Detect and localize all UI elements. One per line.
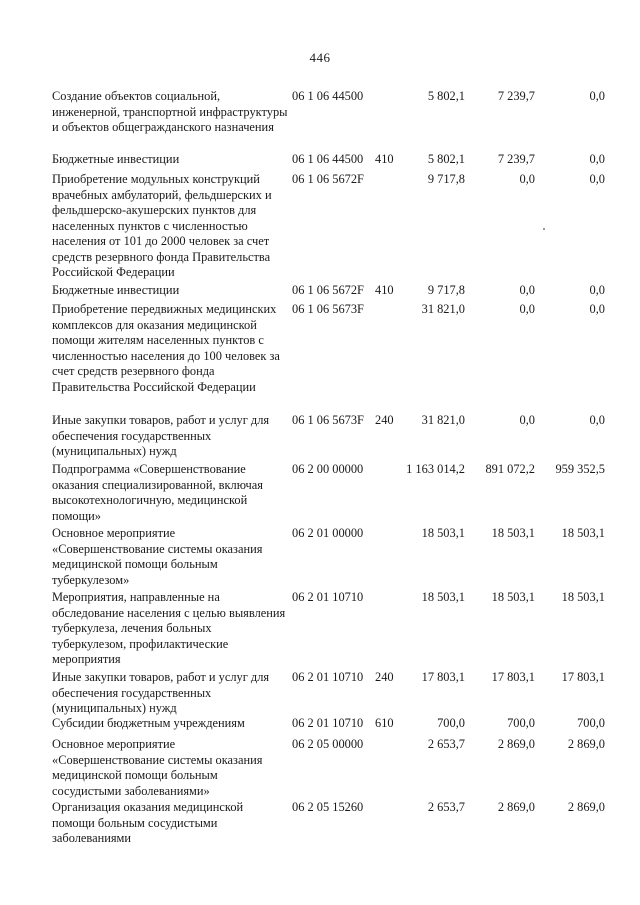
- row-value-2: 700,0: [507, 716, 535, 730]
- row-code: 06 2 01 10710: [292, 716, 364, 730]
- row-name: Мероприятия, направленные на обследование населения с целью выявления туберкулеза, лечения больных туберкулезом, профилактические мероприятия: [52, 590, 286, 666]
- row-code: 06 2 01 10710: [292, 590, 364, 604]
- row-type: 410: [375, 283, 394, 297]
- row-value-1: 31 821,0: [421, 413, 465, 427]
- row-value-1: 1 163 014,2: [406, 462, 465, 476]
- row-code: 06 2 01 00000: [292, 526, 364, 540]
- row-value-2: 18 503,1: [491, 590, 535, 604]
- scan-speck: [543, 228, 545, 230]
- row-value-1: 2 653,7: [427, 737, 465, 751]
- row-name: Субсидии бюджетным учреждениям: [52, 716, 245, 730]
- row-code: 06 1 06 44500: [292, 152, 364, 166]
- row-value-3: 2 869,0: [567, 800, 605, 814]
- row-value-2: 17 803,1: [491, 670, 535, 684]
- row-value-2: 891 072,2: [485, 462, 535, 476]
- row-value-2: 7 239,7: [497, 89, 535, 103]
- row-name: Организация оказания медицинской помощи больным сосудистыми заболеваниями: [52, 800, 244, 845]
- row-name: Приобретение передвижных медицинских комплексов для оказания медицинской помощи жителям населенных пунктов с численностью населения до 100 человек за счет средств резервного фонда Правительства Российской Федерации: [52, 302, 280, 394]
- row-name: Бюджетные инвестиции: [52, 152, 180, 166]
- row-value-2: 0,0: [519, 302, 535, 316]
- row-value-3: 0,0: [589, 89, 605, 103]
- row-code: 06 1 06 5672F: [292, 283, 364, 297]
- row-value-3: 18 503,1: [561, 590, 605, 604]
- row-type: 410: [375, 152, 394, 166]
- row-name: Основное мероприятие «Совершенствование системы оказания медицинской помощи больным сосудистыми заболеваниями»: [52, 737, 263, 798]
- row-code: 06 2 05 00000: [292, 737, 364, 751]
- row-value-1: 5 802,1: [427, 152, 465, 166]
- row-code: 06 2 00 00000: [292, 462, 364, 476]
- row-name: Подпрограмма «Совершенствование оказания специализированной, включая высокотехнологичную, медицинской помощи»: [52, 462, 263, 523]
- row-name: Иные закупки товаров, работ и услуг для обеспечения государственных (муниципальных) нужд: [52, 413, 270, 458]
- row-code: 06 1 06 44500: [292, 89, 364, 103]
- row-name: Иные закупки товаров, работ и услуг для обеспечения государственных (муниципальных) нужд: [52, 670, 270, 715]
- row-value-3: 0,0: [589, 152, 605, 166]
- row-value-2: 0,0: [519, 283, 535, 297]
- row-value-2: 18 503,1: [491, 526, 535, 540]
- row-value-1: 2 653,7: [427, 800, 465, 814]
- row-code: 06 2 05 15260: [292, 800, 364, 814]
- row-value-3: 0,0: [589, 172, 605, 186]
- row-name: Бюджетные инвестиции: [52, 283, 180, 297]
- row-value-2: 2 869,0: [497, 800, 535, 814]
- row-type: 240: [375, 670, 394, 684]
- row-value-3: 18 503,1: [561, 526, 605, 540]
- row-value-3: 2 869,0: [567, 737, 605, 751]
- row-value-1: 31 821,0: [421, 302, 465, 316]
- row-value-1: 18 503,1: [421, 526, 465, 540]
- row-value-2: 7 239,7: [497, 152, 535, 166]
- row-type: 240: [375, 413, 394, 427]
- row-code: 06 1 06 5673F: [292, 413, 364, 427]
- row-value-1: 17 803,1: [421, 670, 465, 684]
- row-type: 610: [375, 716, 394, 730]
- row-value-1: 18 503,1: [421, 590, 465, 604]
- row-value-1: 5 802,1: [427, 89, 465, 103]
- row-value-3: 700,0: [577, 716, 605, 730]
- row-value-3: 0,0: [589, 302, 605, 316]
- row-code: 06 2 01 10710: [292, 670, 364, 684]
- row-code: 06 1 06 5673F: [292, 302, 364, 316]
- row-value-1: 9 717,8: [427, 283, 465, 297]
- row-value-2: 0,0: [519, 413, 535, 427]
- row-name: Основное мероприятие «Совершенствование системы оказания медицинской помощи больным туберкулезом»: [52, 526, 263, 587]
- row-value-3: 959 352,5: [555, 462, 605, 476]
- row-value-1: 9 717,8: [427, 172, 465, 186]
- row-value-2: 2 869,0: [497, 737, 535, 751]
- row-value-3: 0,0: [589, 413, 605, 427]
- row-code: 06 1 06 5672F: [292, 172, 364, 186]
- row-value-2: 0,0: [519, 172, 535, 186]
- row-value-3: 0,0: [589, 283, 605, 297]
- page-number: 446: [309, 50, 331, 65]
- row-value-1: 700,0: [437, 716, 465, 730]
- row-value-3: 17 803,1: [561, 670, 605, 684]
- row-name: Создание объектов социальной, инженерной, транспортной инфраструктуры и объектов общегражданского назначения: [52, 89, 288, 134]
- row-name: Приобретение модульных конструкций врачебных амбулаторий, фельдшерских и фельдшерско-акушерских пунктов для населенных пунктов с численностью населения от 101 до 2000 человек за счет средств резервного фонда Правительства Российской Федерации: [52, 172, 272, 279]
